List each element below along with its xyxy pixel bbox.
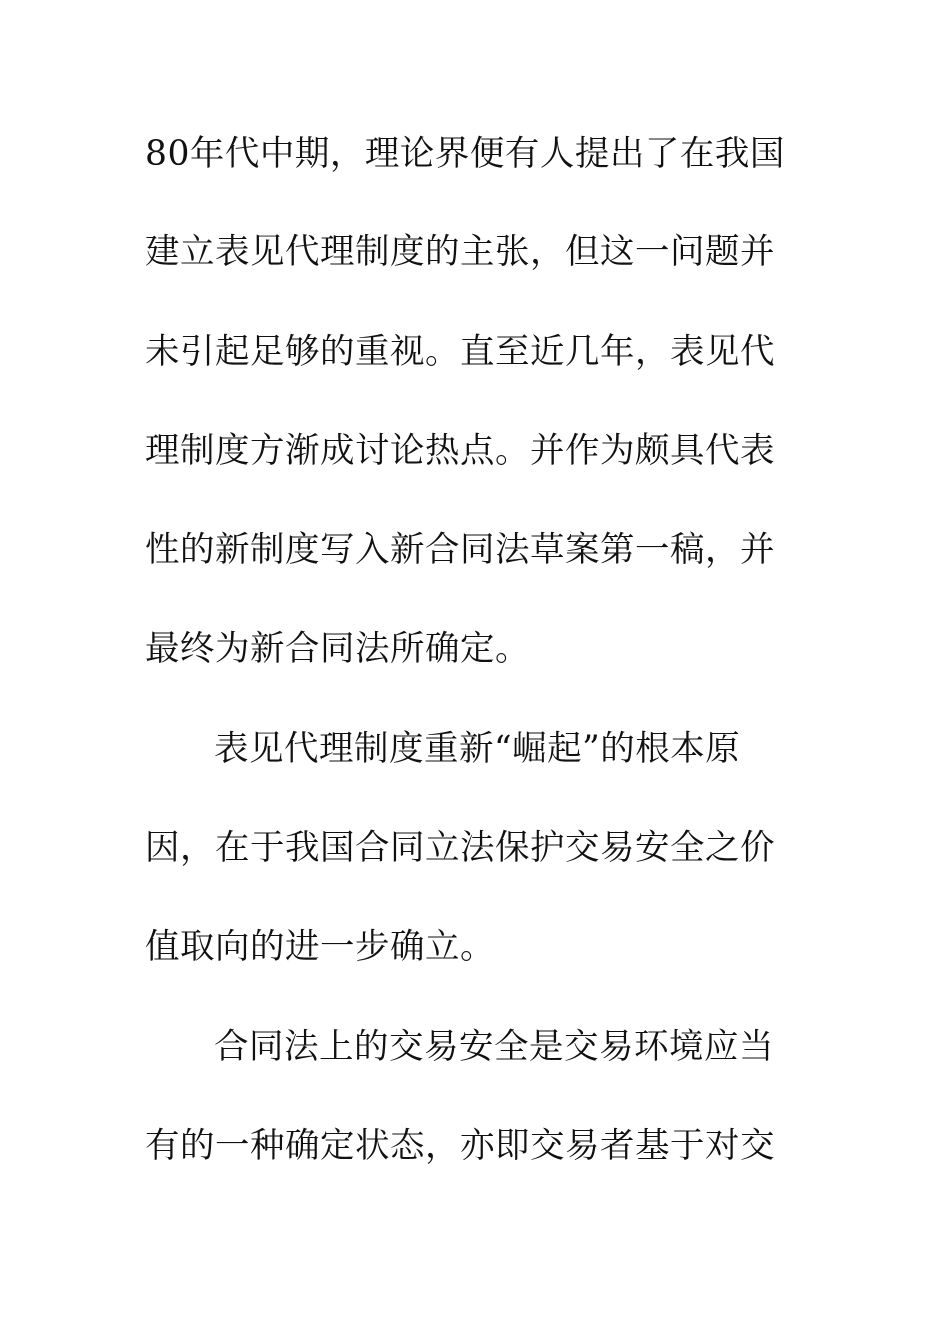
text-line: 80年代中期，理论界便有人提出了在我国 (145, 134, 785, 174)
text-line: 未引起足够的重视。直至近几年，表见代 (145, 332, 775, 372)
text-line: 因，在于我国合同立法保护交易安全之价 (145, 828, 775, 868)
text-line: 理制度方渐成讨论热点。并作为颇具代表 (145, 431, 775, 471)
text-line: 值取向的进一步确立。 (145, 927, 495, 967)
text-line: 合同法上的交易安全是交易环境应当 (214, 1027, 774, 1067)
text-line: 性的新制度写入新合同法草案第一稿，并 (145, 530, 775, 570)
text-line: 有的一种确定状态，亦即交易者基于对交 (145, 1126, 775, 1166)
text-line: 最终为新合同法所确定。 (145, 629, 530, 669)
text-line: 建立表见代理制度的主张，但这一问题并 (145, 232, 775, 272)
text-line: 表见代理制度重新“崛起”的根本原 (214, 729, 741, 769)
